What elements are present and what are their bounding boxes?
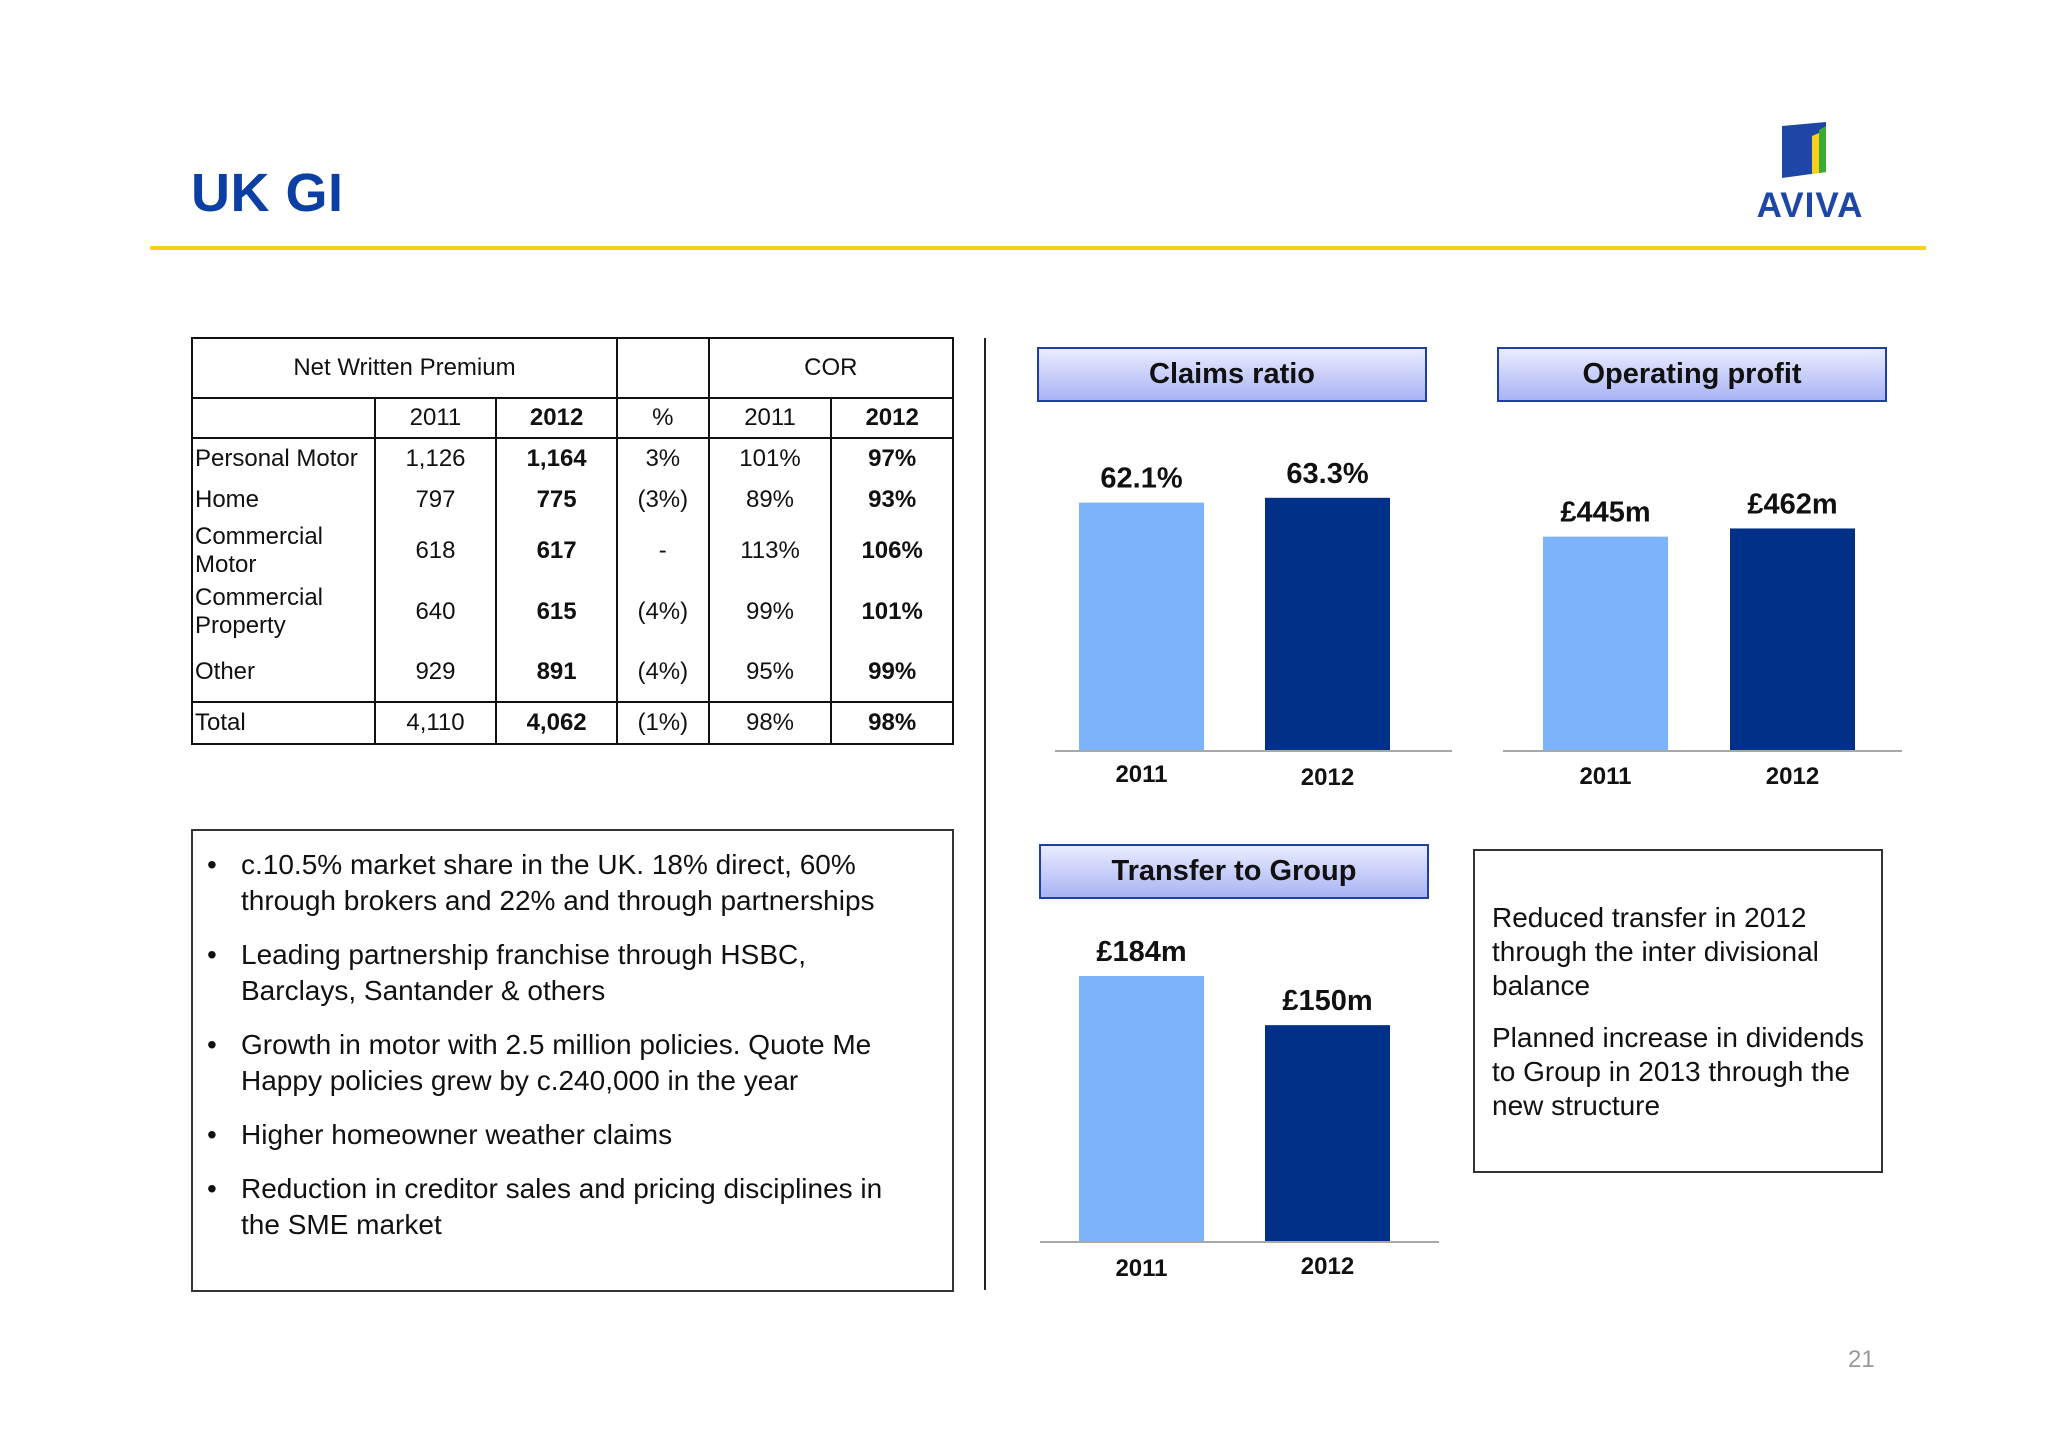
cor-header: COR (709, 338, 953, 398)
bar-2011 (1079, 503, 1204, 751)
row-label: Commercial Property (192, 581, 375, 642)
bar-2012 (1265, 498, 1390, 751)
row-label: Commercial Motor (192, 520, 375, 581)
bullet-marker: • (207, 1119, 217, 1150)
table-row (192, 520, 953, 581)
cell-nwp-2011: 618 (375, 520, 497, 581)
bar-2012 (1265, 1025, 1390, 1242)
cell-nwp-2012: 775 (496, 479, 617, 520)
category-tick-label: 2011 (1115, 761, 1168, 788)
note-line: Reduced transfer in 2012 through the inter divisional balance (1492, 902, 1819, 1001)
bar-2012 (1730, 528, 1855, 751)
table-row (192, 438, 953, 479)
operating-profit-header: Operating profit (1497, 347, 1887, 402)
table-year-row (192, 398, 953, 438)
year-cor-2012: 2012 (831, 398, 953, 438)
cell-nwp-2011: 929 (375, 642, 497, 702)
category-tick-label: 2012 (1765, 763, 1820, 790)
bullet-marker: • (207, 849, 217, 880)
year-cor-2011: 2011 (709, 398, 832, 438)
nwp-cor-table (191, 337, 954, 745)
header-rule (150, 246, 1926, 250)
cell-cor-2011: 99% (709, 581, 832, 642)
list-item (207, 1027, 922, 1099)
table-row (192, 479, 953, 520)
table-total-row (192, 702, 953, 744)
row-label: Other (192, 642, 375, 702)
category-tick-label: 2011 (1115, 1255, 1168, 1282)
bullet-marker: • (207, 939, 217, 970)
transfer-note-box (1473, 849, 1883, 1173)
vertical-divider (984, 338, 986, 1290)
aviva-logo (1740, 120, 1880, 225)
row-label: Personal Motor (192, 438, 375, 479)
pct-header-blank (617, 338, 709, 398)
table-row (192, 581, 953, 642)
cell-cor-2011: 113% (709, 520, 832, 581)
data-label: 63.3% (1286, 457, 1369, 490)
cell-pct: (3%) (617, 479, 709, 520)
list-item (207, 937, 922, 1009)
cell-cor-2011: 98% (709, 702, 832, 744)
cell-pct: (1%) (617, 702, 709, 744)
cell-pct: (4%) (617, 581, 709, 642)
aviva-logo-text: AVIVA (1756, 186, 1864, 225)
cell-cor-2012: 93% (831, 479, 953, 520)
note-line: Planned increase in dividends to Group in 2013 through the new structure (1492, 1022, 1865, 1121)
aviva-flag-icon (1782, 122, 1838, 178)
page-title: UK GI (191, 163, 344, 223)
year-pct: % (617, 398, 709, 438)
row-label: Home (192, 479, 375, 520)
list-item-text: Leading partnership franchise through HSBC, Barclays, Santander & others (241, 939, 807, 1006)
list-item-text: Growth in motor with 2.5 million policies. Quote Me Happy policies grew by c.240,000 in the year (241, 1029, 872, 1096)
cell-nwp-2012: 617 (496, 520, 617, 581)
data-label: £150m (1282, 985, 1373, 1018)
cell-nwp-2012: 4,062 (496, 702, 617, 744)
cell-cor-2012: 99% (831, 642, 953, 702)
claims-ratio-header: Claims ratio (1037, 347, 1427, 402)
cell-nwp-2011: 1,126 (375, 438, 497, 479)
cell-pct: 3% (617, 438, 709, 479)
cell-nwp-2011: 797 (375, 479, 497, 520)
category-tick-label: 2012 (1300, 1253, 1355, 1280)
data-label: £445m (1560, 496, 1651, 529)
data-label: £184m (1096, 935, 1187, 968)
list-item (207, 1117, 922, 1153)
list-item-text: c.10.5% market share in the UK. 18% direct, 60% through brokers and 22% and through partnerships (241, 849, 875, 916)
cell-cor-2011: 101% (709, 438, 832, 479)
highlights-list (207, 847, 922, 1243)
cell-cor-2011: 95% (709, 642, 832, 702)
page-number: 21 (1848, 1346, 1875, 1373)
cell-nwp-2012: 615 (496, 581, 617, 642)
category-tick-label: 2011 (1579, 763, 1632, 790)
table-row (192, 642, 953, 702)
list-item-text: Reduction in creditor sales and pricing disciplines in the SME market (241, 1173, 883, 1240)
bullet-marker: • (207, 1029, 217, 1060)
nwp-header: Net Written Premium (192, 338, 617, 398)
category-tick-label: 2012 (1300, 764, 1355, 791)
cell-cor-2012: 98% (831, 702, 953, 744)
list-item-text: Higher homeowner weather claims (241, 1119, 673, 1150)
list-item (207, 847, 922, 919)
highlights-box (191, 829, 954, 1292)
cell-cor-2012: 106% (831, 520, 953, 581)
cell-nwp-2012: 891 (496, 642, 617, 702)
row-label: Total (192, 702, 375, 744)
table-group-header-row (192, 338, 953, 398)
bullet-marker: • (207, 1173, 217, 1204)
year-nwp-2012: 2012 (496, 398, 617, 438)
bar-2011 (1543, 537, 1668, 751)
data-label: 62.1% (1100, 462, 1183, 495)
transfer-to-group-header: Transfer to Group (1039, 844, 1429, 899)
data-label: £462m (1747, 488, 1838, 521)
year-blank-cell (192, 398, 375, 438)
year-nwp-2011: 2011 (375, 398, 497, 438)
bar-2011 (1079, 976, 1204, 1242)
cell-nwp-2011: 4,110 (375, 702, 497, 744)
cell-cor-2012: 97% (831, 438, 953, 479)
cell-cor-2012: 101% (831, 581, 953, 642)
cell-pct: (4%) (617, 642, 709, 702)
cell-nwp-2011: 640 (375, 581, 497, 642)
cell-pct: - (617, 520, 709, 581)
list-item (207, 1171, 922, 1243)
cell-nwp-2012: 1,164 (496, 438, 617, 479)
cell-cor-2011: 89% (709, 479, 832, 520)
